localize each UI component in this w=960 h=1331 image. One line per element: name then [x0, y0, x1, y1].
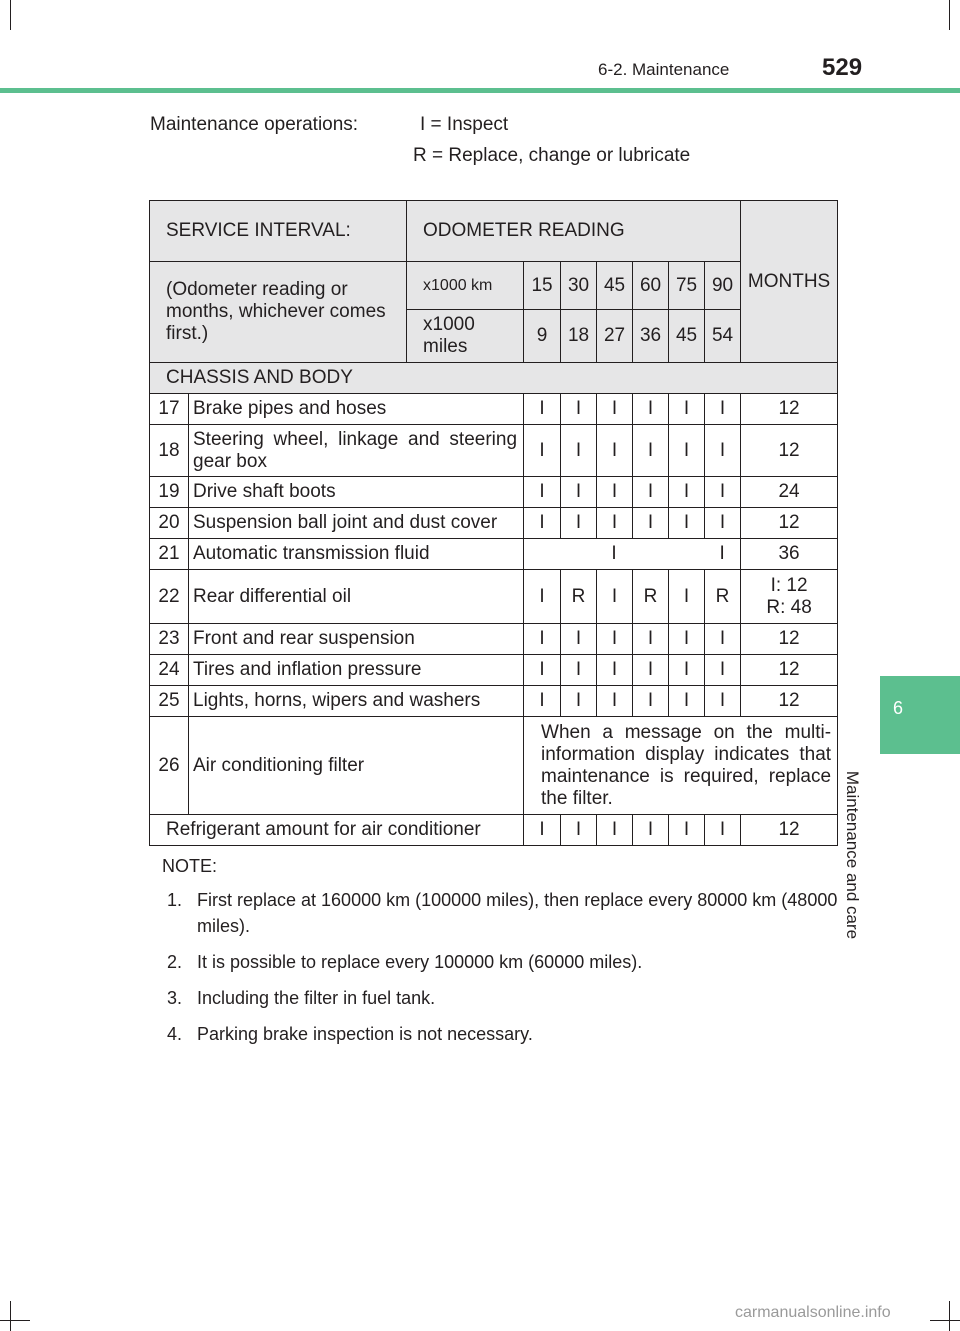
item-name: Front and rear suspension: [189, 624, 524, 655]
note-text: Parking brake inspection is not necessary.: [197, 1024, 533, 1044]
interval-mark: I: [561, 508, 597, 539]
interval-mark: I: [705, 477, 741, 508]
interval-mark: I: [561, 624, 597, 655]
header-rule: [0, 88, 960, 93]
chapter-number: 6: [892, 698, 903, 718]
maintenance-schedule-table: [149, 200, 838, 846]
interval-mark: I: [633, 508, 669, 539]
months-value: 12: [741, 508, 838, 539]
km-value: 60: [633, 262, 669, 310]
table-row: [150, 394, 838, 425]
section-heading: CHASSIS AND BODY: [150, 363, 838, 394]
interval-mark: I: [524, 624, 561, 655]
crop-mark: [949, 1301, 950, 1331]
interval-mark: I: [705, 624, 741, 655]
service-interval-header: SERVICE INTERVAL:: [150, 201, 407, 262]
months-value: 12: [741, 686, 838, 717]
interval-mark: I: [705, 508, 741, 539]
note-text: Including the filter in fuel tank.: [197, 988, 436, 1008]
table-row: [150, 425, 838, 477]
miles-unit: x1000 miles: [407, 310, 524, 363]
interval-mark: I: [705, 686, 741, 717]
note-item: [162, 985, 842, 1011]
interval-mark: [668, 543, 704, 565]
interval-mark: I: [524, 425, 561, 477]
legend-replace: R = Replace, change or lubricate: [413, 145, 691, 166]
months-value: 12: [741, 624, 838, 655]
item-name: Tires and inflation pressure: [189, 655, 524, 686]
interval-mark: I: [561, 425, 597, 477]
months-replace: R: 48: [766, 596, 812, 618]
km-value: 15: [524, 262, 561, 310]
interval-mark: I: [524, 655, 561, 686]
crop-mark: [930, 1320, 960, 1321]
table-row: [150, 686, 838, 717]
legend-label: Maintenance operations:: [150, 114, 359, 135]
table-row: [150, 477, 838, 508]
item-number: 22: [150, 570, 189, 624]
note-number: 3.: [167, 988, 183, 1008]
months-header: MONTHS: [741, 201, 838, 363]
item-name: Lights, horns, wipers and washers: [189, 686, 524, 717]
interval-mark: I: [669, 394, 705, 425]
months-value: [741, 570, 838, 624]
interval-mark: I: [705, 655, 741, 686]
interval-note: (Odometer reading or months, whichever comes first.): [150, 262, 407, 363]
months-value: 36: [741, 539, 838, 570]
note-item: [162, 949, 842, 975]
km-value: 75: [669, 262, 705, 310]
table-row: [150, 539, 838, 570]
interval-mark: I: [611, 543, 617, 564]
crop-mark: [10, 0, 11, 30]
interval-mark: I: [633, 655, 669, 686]
months-inspect: I: 12: [770, 574, 808, 596]
item-number: 21: [150, 539, 189, 570]
months-value: 12: [741, 815, 838, 846]
item-name: Brake pipes and hoses: [189, 394, 524, 425]
chapter-title: Maintenance and care: [843, 770, 862, 940]
item-number: 20: [150, 508, 189, 539]
item-name: Suspension ball joint and dust cover: [189, 508, 524, 539]
interval-mark: I: [561, 815, 597, 846]
interval-mark: I: [524, 477, 561, 508]
page-number: 529: [822, 54, 863, 81]
interval-mark: I: [524, 815, 561, 846]
item-number: 26: [150, 717, 189, 815]
table-row: [150, 655, 838, 686]
item-name: Drive shaft boots: [189, 477, 524, 508]
km-unit: x1000 km: [407, 262, 524, 310]
months-value: 12: [741, 655, 838, 686]
item-name: Steering wheel, linkage and steering gear box: [189, 425, 524, 477]
km-value: 45: [597, 262, 633, 310]
interval-mark: I: [597, 425, 633, 477]
months-value: 12: [741, 425, 838, 477]
crop-mark: [0, 1320, 30, 1321]
table-row: [150, 508, 838, 539]
notes-section: [162, 856, 842, 1057]
interval-marks-group: [524, 539, 741, 570]
watermark[interactable]: carmanualsonline.info: [735, 1304, 891, 1321]
mile-value: 45: [669, 310, 705, 363]
interval-mark: [632, 543, 668, 565]
item-number: 18: [150, 425, 189, 477]
interval-mark: I: [633, 477, 669, 508]
odometer-reading-header: ODOMETER READING: [407, 201, 741, 262]
legend-inspect: I = Inspect: [420, 114, 509, 135]
note-item: [162, 887, 842, 939]
interval-mark: I: [633, 815, 669, 846]
note-item: [162, 1021, 842, 1047]
section-title: 6-2. Maintenance: [598, 60, 730, 79]
interval-mark: I: [669, 570, 705, 624]
interval-mark: I: [669, 477, 705, 508]
filter-message: When a message on the multi-information display indicates that maintenance is required, replace the filter.: [524, 717, 838, 815]
item-name: Rear differential oil: [189, 570, 524, 624]
table-row: [150, 570, 838, 624]
mile-value: 18: [561, 310, 597, 363]
interval-mark: I: [705, 425, 741, 477]
note-number: 4.: [167, 1024, 183, 1044]
months-value: 12: [741, 394, 838, 425]
interval-mark: I: [705, 815, 741, 846]
item-number: 17: [150, 394, 189, 425]
interval-mark: I: [561, 394, 597, 425]
table-header-row: [150, 201, 838, 262]
interval-mark: I: [561, 477, 597, 508]
interval-mark: I: [705, 394, 741, 425]
mile-value: 27: [597, 310, 633, 363]
section-row: [150, 363, 838, 394]
interval-mark: I: [597, 394, 633, 425]
interval-mark: I: [524, 686, 561, 717]
interval-mark: R: [561, 570, 597, 624]
interval-mark: I: [669, 655, 705, 686]
km-value: 30: [561, 262, 597, 310]
interval-mark: I: [597, 686, 633, 717]
interval-mark: I: [597, 624, 633, 655]
interval-mark: I: [597, 655, 633, 686]
km-value: 90: [705, 262, 741, 310]
interval-mark: I: [524, 570, 561, 624]
table-row: [150, 717, 838, 815]
item-name: Refrigerant amount for air conditioner: [150, 815, 524, 846]
item-name: Automatic transmission fluid: [189, 539, 524, 570]
item-number: 24: [150, 655, 189, 686]
interval-mark: R: [633, 570, 669, 624]
interval-mark: I: [719, 543, 725, 564]
table-row: [150, 624, 838, 655]
interval-mark: I: [669, 624, 705, 655]
item-name: Air conditioning filter: [189, 717, 524, 815]
note-number: 2.: [167, 952, 183, 972]
interval-mark: I: [669, 508, 705, 539]
interval-mark: I: [669, 686, 705, 717]
interval-mark: I: [524, 394, 561, 425]
interval-mark: I: [633, 425, 669, 477]
interval-mark: I: [561, 655, 597, 686]
interval-mark: I: [597, 508, 633, 539]
notes-title: NOTE:: [162, 856, 218, 876]
interval-mark: I: [633, 624, 669, 655]
mile-value: 54: [705, 310, 741, 363]
interval-mark: I: [597, 815, 633, 846]
interval-mark: I: [524, 508, 561, 539]
mile-value: 36: [633, 310, 669, 363]
interval-mark: [560, 543, 596, 565]
km-row: [150, 262, 838, 310]
mile-value: 9: [524, 310, 561, 363]
note-text: It is possible to replace every 100000 km (60000 miles).: [197, 952, 643, 972]
interval-mark: I: [669, 815, 705, 846]
interval-mark: [524, 543, 560, 565]
crop-mark: [10, 1301, 11, 1331]
interval-mark: I: [561, 686, 597, 717]
interval-mark: I: [669, 425, 705, 477]
interval-mark: R: [705, 570, 741, 624]
interval-mark: I: [633, 394, 669, 425]
interval-mark: I: [597, 477, 633, 508]
crop-mark: [949, 0, 950, 30]
item-number: 19: [150, 477, 189, 508]
interval-mark: I: [633, 686, 669, 717]
months-value: 24: [741, 477, 838, 508]
note-text: First replace at 160000 km (100000 miles), then replace every 80000 km (48000 miles).: [197, 890, 838, 936]
item-number: 25: [150, 686, 189, 717]
note-number: 1.: [167, 890, 183, 910]
table-row: [150, 815, 838, 846]
item-number: 23: [150, 624, 189, 655]
interval-mark: I: [597, 570, 633, 624]
